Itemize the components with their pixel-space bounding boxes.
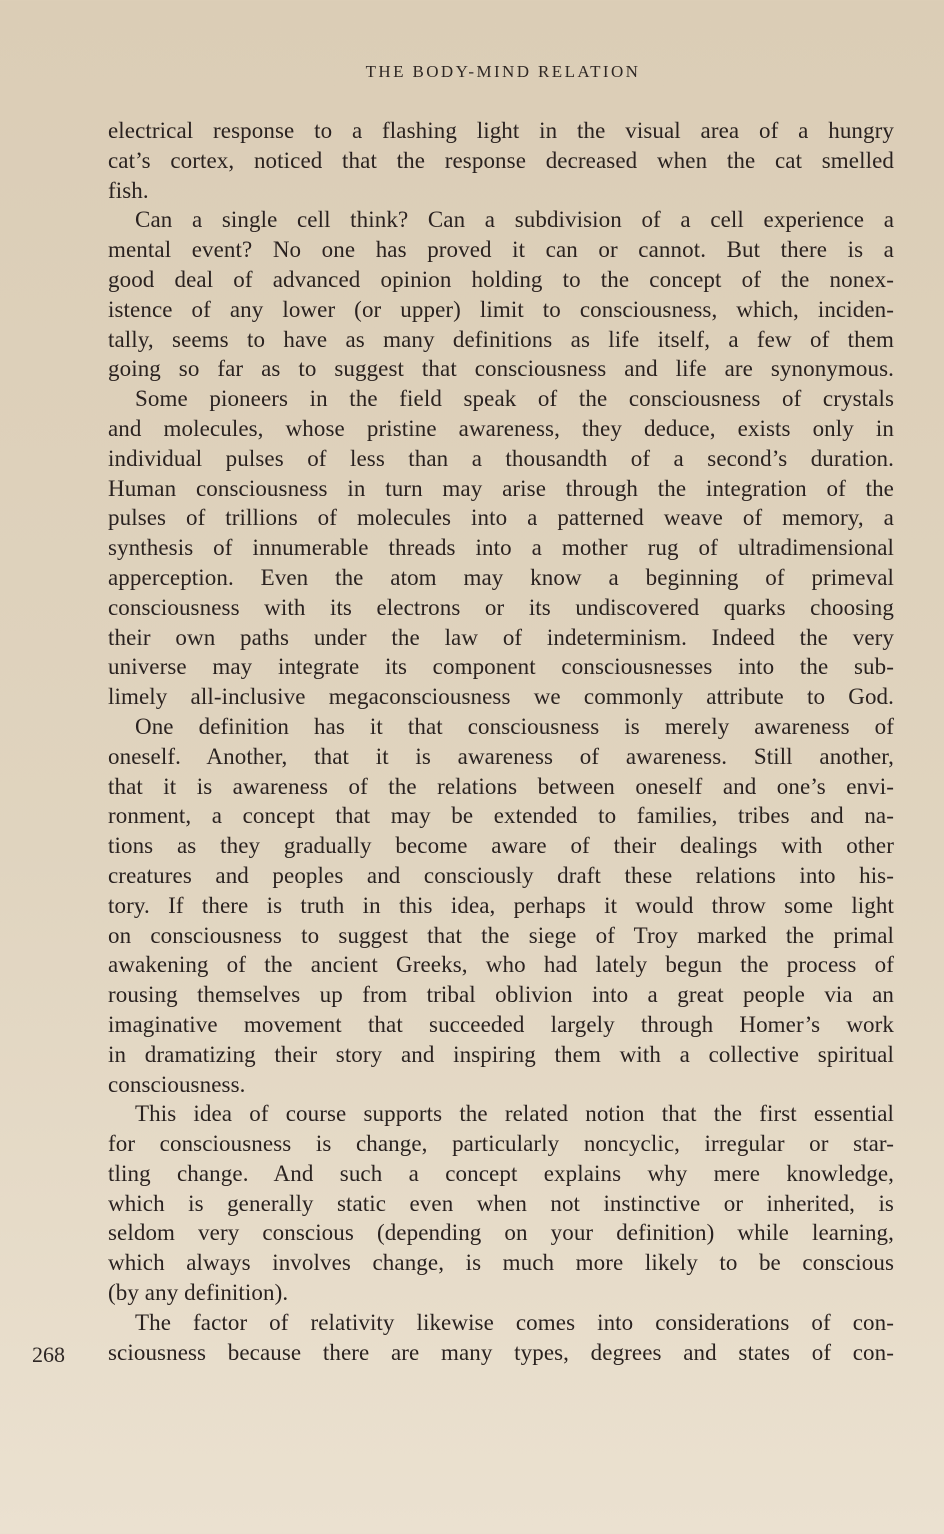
text-line: [108, 861, 894, 891]
text-line-content: awakening of the ancient Greeks, who had lately begun the process of: [108, 952, 894, 978]
text-line: [108, 1010, 894, 1040]
text-line: [108, 652, 894, 682]
text-line: [108, 980, 894, 1010]
text-line: [108, 474, 894, 504]
text-line: [108, 384, 894, 414]
text-line: [108, 593, 894, 623]
text-line: [108, 1338, 894, 1368]
running-header: THE BODY-MIND RELATION: [365, 62, 641, 81]
text-line-content: tally, seems to have as many definitions as life itself, a few of them: [108, 326, 894, 352]
text-line-content: creatures and peoples and consciously draft these relations into his-: [108, 862, 894, 888]
text-line-content: Some pioneers in the field speak of the consciousness of crystals: [135, 386, 894, 412]
text-line-content: apperception. Even the atom may know a beginning of primeval: [108, 564, 894, 590]
text-line: [108, 295, 894, 325]
body-text: [108, 116, 894, 1367]
text-line: [108, 205, 894, 235]
text-line-content: tling change. And such a concept explains why mere knowledge,: [108, 1160, 894, 1186]
text-line: [108, 950, 894, 980]
text-line-content: One definition has it that consciousness is merely awareness of: [135, 713, 894, 739]
text-line: [108, 1159, 894, 1189]
text-line-content: seldom very conscious (depending on your definition) while learning,: [108, 1220, 894, 1246]
text-line-content: consciousness.: [108, 1071, 246, 1097]
text-line-content: rousing themselves up from tribal oblivion into a great people via an: [108, 982, 894, 1008]
text-line: [108, 563, 894, 593]
text-line: [108, 831, 894, 861]
text-line-content: universe may integrate its component consciousnesses into the sub-: [108, 654, 894, 680]
text-line: [108, 1308, 894, 1338]
text-line-content: oneself. Another, that it is awareness of awareness. Still another,: [108, 743, 894, 769]
text-line-content: sciousness because there are many types, degrees and states of con-: [108, 1339, 894, 1365]
text-line: [108, 503, 894, 533]
text-line: [108, 1218, 894, 1248]
text-line-content: mental event? No one has proved it can or cannot. But there is a: [108, 237, 894, 263]
text-line: [108, 772, 894, 802]
text-line: [108, 354, 894, 384]
text-line: [108, 682, 894, 712]
text-line: [108, 1040, 894, 1070]
text-line-content: for consciousness is change, particularly noncyclic, irregular or star-: [108, 1131, 894, 1157]
text-line-content: cat’s cortex, noticed that the response decreased when the cat smelled: [108, 147, 894, 173]
text-line: [108, 1070, 894, 1100]
text-line: [108, 1248, 894, 1278]
text-line-content: in dramatizing their story and inspiring them with a collective spiritual: [108, 1041, 894, 1067]
text-line-content: on consciousness to suggest that the siege of Troy marked the primal: [108, 922, 894, 948]
text-line-content: fish.: [108, 177, 149, 203]
text-line-content: that it is awareness of the relations between oneself and one’s envi-: [108, 773, 894, 799]
text-line: [108, 1278, 894, 1308]
text-line: [108, 325, 894, 355]
text-line: [108, 742, 894, 772]
text-line-content: tions as they gradually become aware of their dealings with other: [108, 833, 894, 859]
text-line-content: good deal of advanced opinion holding to the concept of the nonex-: [108, 266, 894, 292]
text-line-content: Can a single cell think? Can a subdivision of a cell experience a: [135, 207, 894, 233]
text-line-content: which always involves change, is much more likely to be conscious: [108, 1250, 894, 1276]
text-line-content: limely all-inclusive megaconsciousness we commonly attribute to God.: [108, 684, 894, 710]
text-line: [108, 1129, 894, 1159]
text-line-content: electrical response to a flashing light in the visual area of a hungry: [108, 118, 894, 143]
text-line-content: pulses of trillions of molecules into a patterned weave of memory, a: [108, 505, 894, 531]
text-line-content: The factor of relativity likewise comes into considerations of con-: [135, 1309, 894, 1335]
text-line: [108, 1189, 894, 1219]
text-line: [108, 533, 894, 563]
text-line-content: tory. If there is truth in this idea, perhaps it would throw some light: [108, 892, 894, 918]
text-line: [108, 891, 894, 921]
text-line-content: consciousness with its electrons or its undiscovered quarks choosing: [108, 594, 894, 620]
text-line-content: synthesis of innumerable threads into a mother rug of ultradimensional: [108, 535, 894, 561]
text-line-content: which is generally static even when not instinctive or inherited, is: [108, 1190, 894, 1216]
text-line: [108, 235, 894, 265]
text-line: [108, 116, 894, 146]
text-line: [108, 176, 894, 206]
text-line-content: imaginative movement that succeeded largely through Homer’s work: [108, 1011, 894, 1037]
text-line: [108, 623, 894, 653]
text-line: [108, 801, 894, 831]
text-line: [108, 414, 894, 444]
page-number: 268: [32, 1342, 65, 1367]
text-line-content: going so far as to suggest that consciousness and life are synonymous.: [108, 356, 894, 382]
text-line: [108, 712, 894, 742]
text-line: [108, 921, 894, 951]
text-line: [108, 146, 894, 176]
text-line-content: individual pulses of less than a thousandth of a second’s duration.: [108, 445, 894, 471]
text-line: [108, 444, 894, 474]
text-line-content: and molecules, whose pristine awareness, they deduce, exists only in: [108, 415, 894, 441]
text-line-content: (by any definition).: [108, 1280, 289, 1306]
text-line: [108, 265, 894, 295]
text-line-content: ronment, a concept that may be extended to families, tribes and na-: [108, 803, 894, 829]
text-line-content: Human consciousness in turn may arise through the integration of the: [108, 475, 894, 501]
text-line: [108, 1099, 894, 1129]
text-line-content: istence of any lower (or upper) limit to consciousness, which, inciden-: [108, 296, 894, 322]
text-line-content: This idea of course supports the related notion that the first essential: [135, 1101, 894, 1127]
text-line-content: their own paths under the law of indeterminism. Indeed the very: [108, 624, 894, 650]
